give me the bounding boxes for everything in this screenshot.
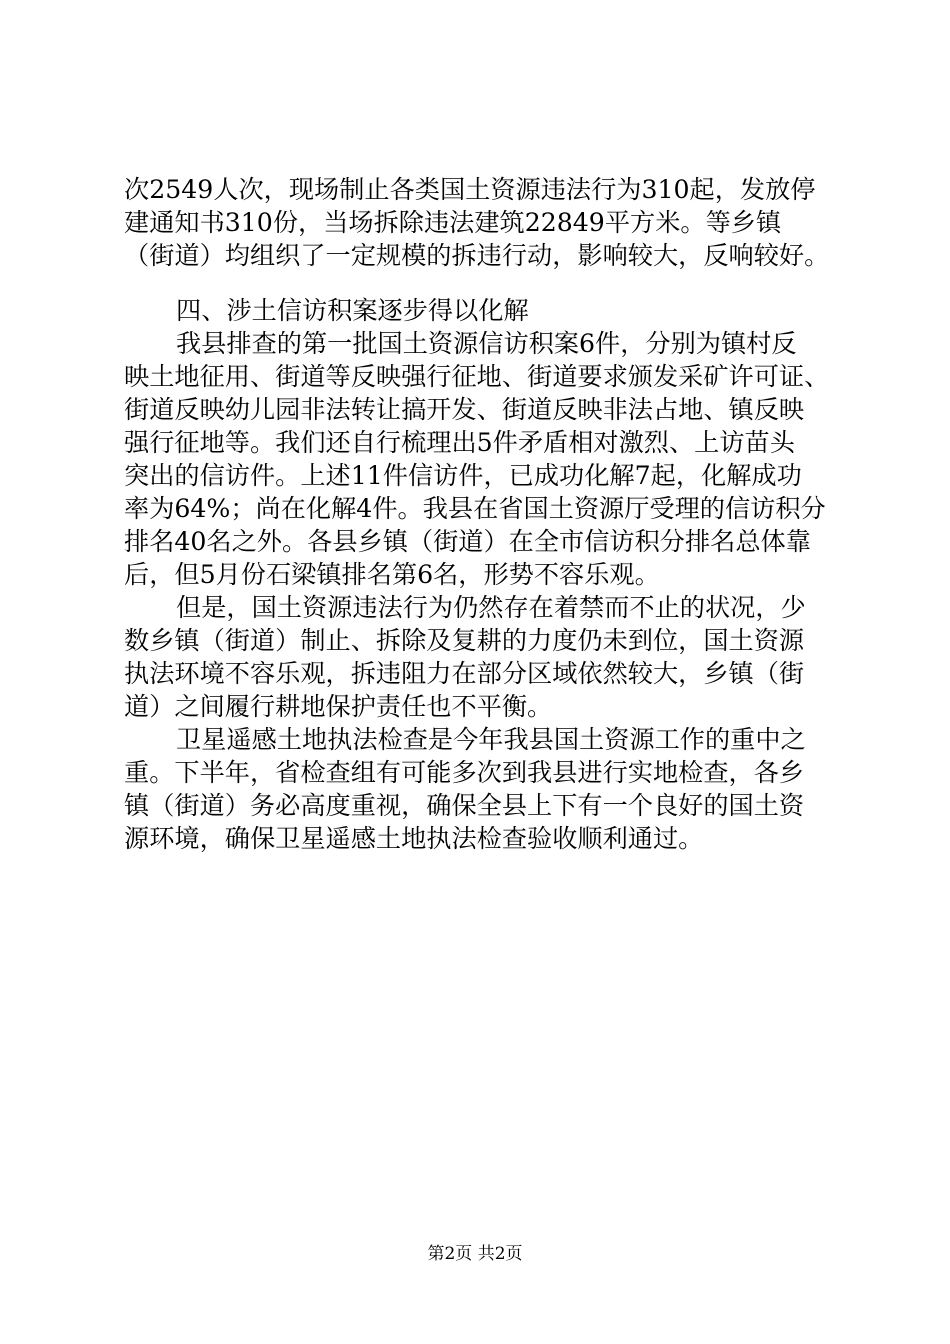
- text-line: 源环境，确保卫星遥感土地执法检查验收顺利通过。: [124, 824, 704, 853]
- section-heading: 四、涉土信访积案逐步得以化解: [176, 296, 529, 325]
- text-line: 镇（街道）务必高度重视，确保全县上下有一个良好的国土资: [124, 791, 805, 820]
- text-line: 道）之间履行耕地保护责任也不平衡。: [124, 692, 553, 721]
- text-line: 街道反映幼儿园非法转让搞开发、街道反映非法占地、镇反映: [124, 395, 805, 424]
- text-line: 我县排查的第一批国土资源信访积案6件，分别为镇村反: [176, 329, 797, 358]
- text-line: 次2549人次，现场制止各类国土资源违法行为310起，发放停: [124, 175, 816, 204]
- text-line: 重。下半年，省检查组有可能多次到我县进行实地检查，各乡: [124, 758, 805, 787]
- text-line: 执法环境不容乐观，拆违阻力在部分区域依然较大，乡镇（街: [124, 659, 805, 688]
- text-line: （街道）均组织了一定规模的拆违行动，影响较大，反响较好。: [124, 241, 830, 270]
- text-line: 强行征地等。我们还自行梳理出5件矛盾相对激烈、上访苗头: [124, 428, 795, 457]
- page-number-footer: 第2页 共2页: [427, 1244, 523, 1264]
- text-line: 排名40名之外。各县乡镇（街道）在全市信访积分排名总体靠: [124, 527, 811, 556]
- text-line: 后，但5月份石梁镇排名第6名，形势不容乐观。: [124, 560, 660, 589]
- text-line: 率为64%；尚在化解4件。我县在省国土资源厅受理的信访积分: [124, 494, 826, 523]
- text-line: 但是，国土资源违法行为仍然存在着禁而不止的状况，少: [176, 593, 806, 622]
- text-line: 数乡镇（街道）制止、拆除及复耕的力度仍未到位，国土资源: [124, 626, 805, 655]
- text-line: 映土地征用、街道等反映强行征地、街道要求颁发采矿许可证、: [124, 362, 830, 391]
- text-line: 突出的信访件。上述11件信访件，已成功化解7起，化解成功: [124, 461, 802, 490]
- text-line: 建通知书310份，当场拆除违法建筑22849平方米。等乡镇: [124, 208, 782, 237]
- text-line: 卫星遥感土地执法检查是今年我县国土资源工作的重中之: [176, 725, 806, 754]
